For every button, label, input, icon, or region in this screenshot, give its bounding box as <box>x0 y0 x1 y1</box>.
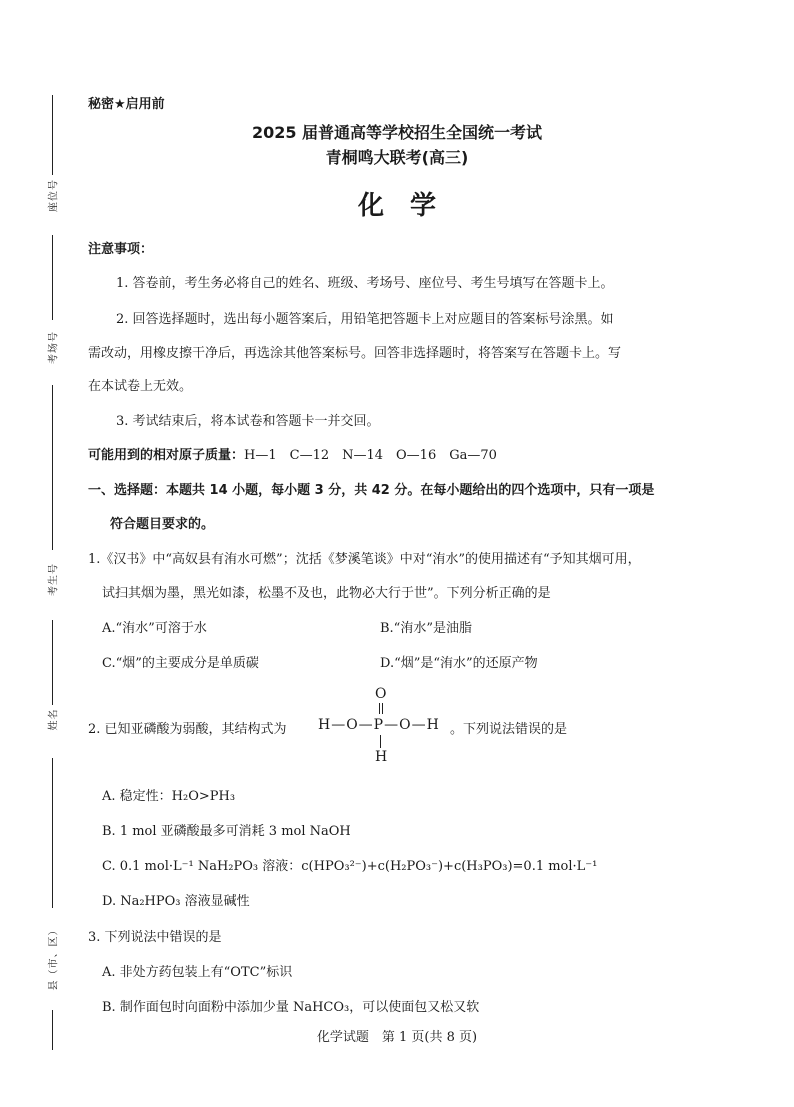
binding-line <box>52 385 53 550</box>
exam-title: 2025 届普通高等学校招生全国统一考试 <box>251 123 543 142</box>
double-bond <box>379 703 383 714</box>
q3-option-b: B. 制作面包时向面粉中添加少量 NaHCO₃，可以使面包又松又软 <box>102 1000 480 1015</box>
notice-item-1: 1. 答卷前，考生务必将自己的姓名、班级、考场号、座位号、考生号填写在答题卡上。 <box>116 276 614 291</box>
q1-option-a: A.“洧水”可溶于水 <box>102 621 207 636</box>
struct-oxygen-top: O <box>375 686 387 702</box>
notice-item-2: 2. 回答选择题时，选出每小题答案后，用铅笔把答题卡上对应题目的答案标号涂黑。如 <box>116 312 614 327</box>
atomic-mass-values: H—1 C—12 N—14 O—16 Ga—70 <box>244 448 497 463</box>
q1-option-c: C.“烟”的主要成分是单质碳 <box>102 656 259 671</box>
struct-main-row: H—O—P—O—H <box>318 717 440 733</box>
q2-stem: 2. 已知亚磷酸为弱酸，其结构式为 <box>88 722 287 737</box>
notice-item-2-cont: 在本试卷上无效。 <box>88 379 193 394</box>
q2-option-a: A. 稳定性：H₂O>PH₃ <box>102 789 236 804</box>
q3-option-a: A. 非处方药包装上有“OTC”标识 <box>102 965 293 980</box>
atomic-mass-label: 可能用到的相对原子质量： <box>88 448 245 463</box>
q1-stem-cont: 试扫其烟为墨，黑光如漆，松墨不及也，此物必大行于世”。下列分析正确的是 <box>102 586 551 601</box>
q2-option-d: D. Na₂HPO₃ 溶液显碱性 <box>102 894 250 909</box>
page-footer: 化学试题 第 1 页(共 8 页) <box>316 1030 478 1045</box>
section-heading: 一、选择题：本题共 14 小题，每小题 3 分，共 42 分。在每小题给出的四个选项中，只有一项是 <box>88 483 655 498</box>
notice-heading: 注意事项： <box>88 242 154 257</box>
q2-option-c: C. 0.1 mol·L⁻¹ NaH₂PO₃ 溶液：c(HPO₃²⁻)+c(H₂PO₃⁻)+c(H₃PO₃)=0.1 mol·L⁻¹ <box>102 859 598 874</box>
q2-stem-post: 。下列说法错误的是 <box>450 722 568 737</box>
q1-option-b: B.“洧水”是油脂 <box>380 621 472 636</box>
q2-option-b: B. 1 mol 亚磷酸最多可消耗 3 mol NaOH <box>102 824 351 839</box>
exam-no-label: 考生号 <box>48 563 60 596</box>
subject-title: 化 学 <box>357 191 436 221</box>
single-bond <box>380 735 381 748</box>
name-label: 姓名 <box>48 708 60 731</box>
notice-item-2-cont: 需改动，用橡皮擦干净后，再选涂其他答案标号。回答非选择题时，将答案写在答题卡上。写 <box>88 346 622 361</box>
binding-line <box>52 235 53 320</box>
section-heading-cont: 符合题目要求的。 <box>110 517 215 532</box>
county-label: 县（市、区） <box>48 924 60 991</box>
atomic-mass-line <box>88 444 497 463</box>
q3-stem: 3. 下列说法中错误的是 <box>88 930 222 945</box>
struct-hydrogen-bottom: H <box>375 749 388 765</box>
exam-subtitle: 青桐鸣大联考(高三) <box>325 148 469 167</box>
seat-label: 座位号 <box>48 179 60 212</box>
q1-option-d: D.“烟”是“洧水”的还原产物 <box>380 656 538 671</box>
notice-item-3: 3. 考试结束后，将本试卷和答题卡一并交回。 <box>116 414 380 429</box>
room-label: 考场号 <box>48 331 60 364</box>
binding-line <box>52 620 53 705</box>
q1-stem: 1.《汉书》中“高奴县有洧水可燃”；沈括《梦溪笔谈》中对“洧水”的使用描述有“予知其烟可用， <box>88 552 641 567</box>
secret-label: 秘密★启用前 <box>88 97 165 112</box>
binding-line <box>52 758 53 908</box>
